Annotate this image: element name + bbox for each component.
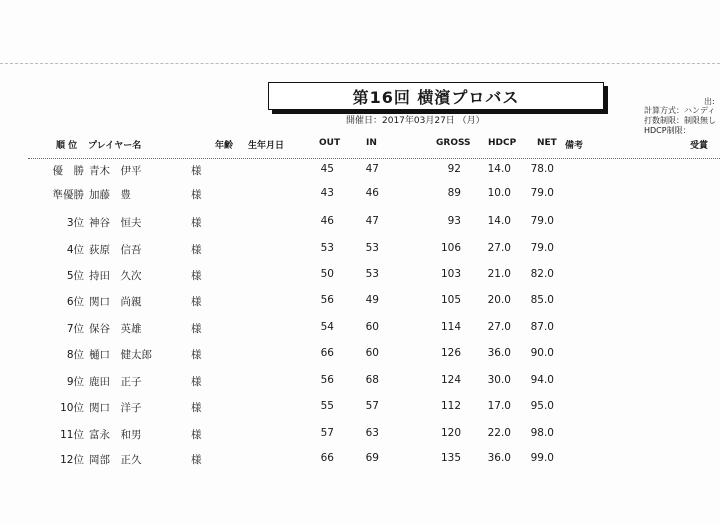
- header-age: 年齢: [215, 141, 234, 151]
- cell-hdcp: 36.0: [487, 452, 511, 464]
- cell-gross: 124: [440, 374, 461, 386]
- table-row: [0, 427, 720, 445]
- cell-gross: 126: [440, 347, 461, 359]
- cell-net: 82.0: [530, 268, 554, 280]
- cell-hdcp: 22.0: [487, 427, 511, 439]
- header-birthdate: 生年月日: [248, 141, 285, 151]
- top-divider: [0, 63, 720, 64]
- cell-in: 57: [365, 400, 379, 412]
- cell-in: 68: [365, 374, 379, 386]
- cell-rank: 12位: [60, 454, 84, 466]
- cell-rank: 11位: [60, 429, 84, 441]
- cell-hdcp: 27.0: [487, 321, 511, 333]
- event-date: 開催日：2017年03月27日 （月）: [346, 116, 485, 126]
- cell-hdcp: 10.0: [487, 187, 511, 199]
- cell-net: 94.0: [530, 374, 554, 386]
- cell-in: 69: [365, 452, 379, 464]
- cell-in: 60: [365, 321, 379, 333]
- cell-rank: 5位: [66, 270, 84, 282]
- cell-out: 46: [320, 215, 334, 227]
- cell-gross: 106: [440, 242, 461, 254]
- cell-out: 43: [320, 187, 334, 199]
- cell-name: 関口 尚親: [89, 296, 142, 308]
- cell-out: 57: [320, 427, 334, 439]
- cell-honor: 様: [191, 244, 202, 256]
- table-row: [0, 452, 720, 470]
- cell-rank: 優 勝: [52, 165, 84, 177]
- table-row: [0, 400, 720, 418]
- cell-gross: 105: [440, 294, 461, 306]
- cell-honor: 様: [191, 165, 202, 177]
- cell-gross: 135: [440, 452, 461, 464]
- cell-rank: 4位: [66, 244, 84, 256]
- header-player: プレイヤー名: [88, 141, 142, 151]
- stroke-limit: 打数制限：制限無し: [644, 116, 716, 125]
- cell-in: 53: [365, 242, 379, 254]
- cell-honor: 様: [191, 429, 202, 441]
- cell-name: 加藤 豊: [89, 189, 131, 201]
- cell-rank: 8位: [66, 349, 84, 361]
- cell-out: 50: [320, 268, 334, 280]
- table-header: [0, 138, 720, 158]
- table-row: [0, 163, 720, 181]
- header-rank: 順 位: [56, 141, 78, 151]
- cell-net: 87.0: [530, 321, 554, 333]
- cell-out: 56: [320, 374, 334, 386]
- cell-in: 47: [365, 215, 379, 227]
- cell-out: 45: [320, 163, 334, 175]
- cell-net: 79.0: [530, 187, 554, 199]
- cell-honor: 様: [191, 349, 202, 361]
- cell-gross: 92: [447, 163, 461, 175]
- cell-honor: 様: [191, 217, 202, 229]
- header-award: 受賞: [690, 141, 709, 151]
- cell-name: 神谷 恒夫: [89, 217, 142, 229]
- cell-honor: 様: [191, 323, 202, 335]
- cell-hdcp: 14.0: [487, 215, 511, 227]
- cell-name: 富永 和男: [89, 429, 142, 441]
- cell-hdcp: 17.0: [487, 400, 511, 412]
- cell-hdcp: 20.0: [487, 294, 511, 306]
- cell-gross: 114: [440, 321, 461, 333]
- header-gross: GROSS: [436, 138, 471, 148]
- table-row: [0, 321, 720, 339]
- cell-in: 49: [365, 294, 379, 306]
- cell-out: 66: [320, 452, 334, 464]
- cell-honor: 様: [191, 189, 202, 201]
- table-row: [0, 242, 720, 260]
- header-hdcp: HDCP: [488, 138, 517, 148]
- cell-in: 63: [365, 427, 379, 439]
- cell-hdcp: 27.0: [487, 242, 511, 254]
- cell-name: 荻原 信吾: [89, 244, 142, 256]
- cell-honor: 様: [191, 270, 202, 282]
- cell-hdcp: 36.0: [487, 347, 511, 359]
- cell-gross: 93: [447, 215, 461, 227]
- cell-honor: 様: [191, 402, 202, 414]
- page-title: 第16回 横濱プロバス: [268, 82, 604, 110]
- cell-rank: 10位: [60, 402, 84, 414]
- cell-net: 98.0: [530, 427, 554, 439]
- cell-out: 54: [320, 321, 334, 333]
- cell-gross: 103: [440, 268, 461, 280]
- header-net: NET: [537, 138, 557, 148]
- cell-in: 46: [365, 187, 379, 199]
- calc-method: 計算方式：ハンディ: [644, 106, 716, 115]
- cell-name: 鹿田 正子: [89, 376, 142, 388]
- header-remarks: 備考: [565, 141, 584, 151]
- cell-name: 青木 伊平: [89, 165, 142, 177]
- cell-rank: 準優勝: [52, 189, 84, 201]
- cell-net: 99.0: [530, 452, 554, 464]
- cell-name: 関口 洋子: [89, 402, 142, 414]
- cell-hdcp: 21.0: [487, 268, 511, 280]
- cell-rank: 7位: [66, 323, 84, 335]
- cell-net: 85.0: [530, 294, 554, 306]
- cell-net: 79.0: [530, 242, 554, 254]
- table-row: [0, 374, 720, 392]
- cell-honor: 様: [191, 376, 202, 388]
- cell-net: 78.0: [530, 163, 554, 175]
- table-row: [0, 215, 720, 233]
- cell-rank: 9位: [66, 376, 84, 388]
- cell-name: 持田 久次: [89, 270, 142, 282]
- header-out: OUT: [319, 138, 341, 148]
- table-row: [0, 268, 720, 286]
- cell-honor: 様: [191, 296, 202, 308]
- cell-gross: 89: [447, 187, 461, 199]
- cell-name: 保谷 英雄: [89, 323, 142, 335]
- cell-gross: 120: [440, 427, 461, 439]
- header-divider: [28, 158, 720, 159]
- cell-out: 56: [320, 294, 334, 306]
- cell-net: 95.0: [530, 400, 554, 412]
- cell-name: 樋口 健太郎: [89, 349, 152, 361]
- cell-honor: 様: [191, 454, 202, 466]
- corner-label: 出:: [704, 97, 715, 106]
- cell-net: 79.0: [530, 215, 554, 227]
- cell-rank: 3位: [66, 217, 84, 229]
- header-in: IN: [366, 138, 377, 148]
- cell-rank: 6位: [66, 296, 84, 308]
- cell-out: 66: [320, 347, 334, 359]
- cell-in: 47: [365, 163, 379, 175]
- cell-in: 53: [365, 268, 379, 280]
- table-row: [0, 347, 720, 365]
- cell-hdcp: 30.0: [487, 374, 511, 386]
- cell-out: 53: [320, 242, 334, 254]
- table-row: [0, 187, 720, 205]
- cell-name: 岡部 正久: [89, 454, 142, 466]
- table-row: [0, 294, 720, 312]
- cell-gross: 112: [440, 400, 461, 412]
- cell-in: 60: [365, 347, 379, 359]
- cell-hdcp: 14.0: [487, 163, 511, 175]
- hdcp-limit: HDCP制限：: [644, 126, 691, 135]
- cell-net: 90.0: [530, 347, 554, 359]
- cell-out: 55: [320, 400, 334, 412]
